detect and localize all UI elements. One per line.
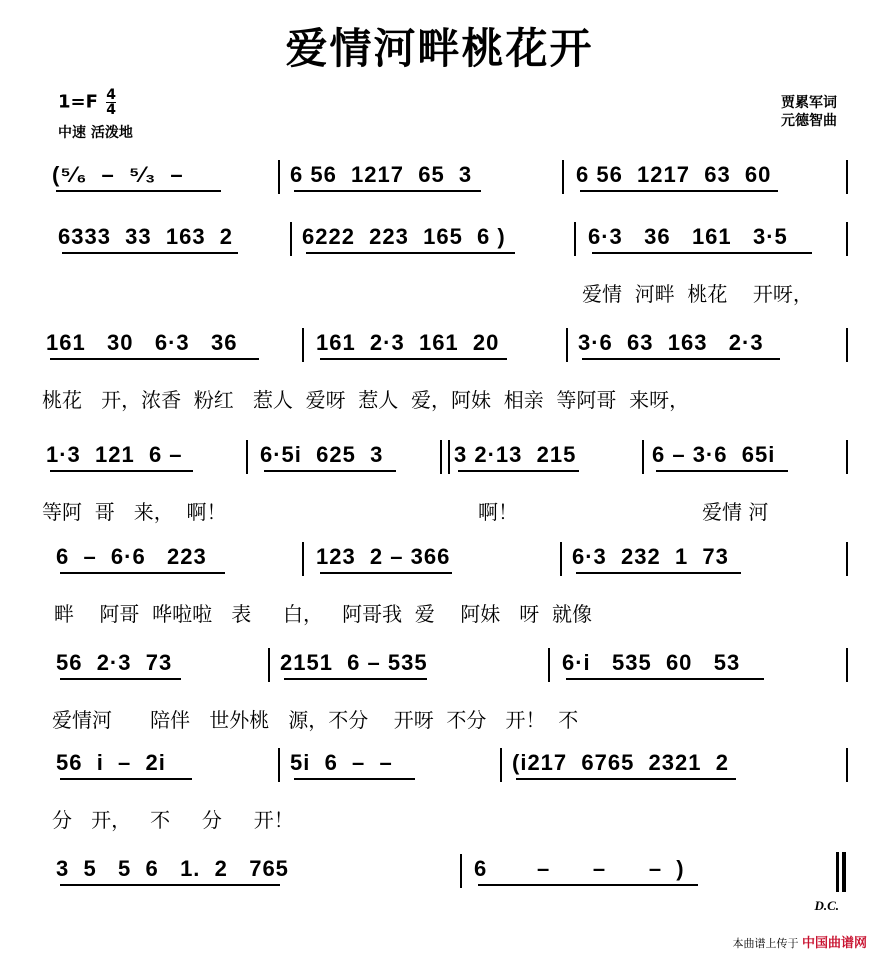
rhythm-beam — [284, 678, 427, 680]
tempo-marking: 中速 活泼地 — [58, 125, 133, 141]
final-barline — [836, 852, 839, 892]
measure-notes: 6 – 3·6 65i — [652, 442, 776, 467]
barline — [246, 440, 248, 474]
lyric-text: 爱情 河 — [702, 500, 769, 524]
barline — [278, 160, 280, 194]
lyrics-line — [0, 496, 879, 526]
barline — [560, 542, 562, 576]
rhythm-beam — [576, 572, 741, 574]
barline — [440, 440, 442, 474]
footer-credit — [732, 932, 867, 951]
rhythm-beam — [306, 252, 515, 254]
lyric-text: 畔 阿哥 哗啦啦 表 白， 阿哥我 爱 阿妹 呀 就像 — [54, 602, 593, 626]
rhythm-beam — [62, 252, 238, 254]
time-signature — [106, 88, 116, 117]
barline — [846, 748, 848, 782]
measure-notes: 6·i 535 60 53 — [562, 650, 741, 675]
rhythm-beam — [478, 884, 698, 886]
measure-notes: 1·3 121 6 – — [46, 442, 183, 467]
rhythm-beam — [516, 778, 736, 780]
barline — [302, 328, 304, 362]
measure-notes: 6·3 232 1 73 — [572, 544, 729, 569]
rhythm-beam — [582, 358, 780, 360]
rhythm-beam — [264, 470, 396, 472]
meter-denominator: 4 — [106, 102, 116, 118]
notes-line — [0, 852, 879, 890]
lyricist-credit: 贾累军词 — [781, 95, 837, 111]
rhythm-beam — [566, 678, 764, 680]
measure-notes: 6222 223 165 6 ) — [302, 224, 506, 249]
measure-notes: 2151 6 – 535 — [280, 650, 428, 675]
lyric-text: 啊！ — [478, 500, 518, 524]
barline — [562, 160, 564, 194]
da-capo-mark: D.C. — [814, 898, 839, 913]
barline — [460, 854, 462, 888]
rhythm-beam — [50, 358, 259, 360]
rhythm-beam — [60, 778, 192, 780]
measure-notes: (i217 6765 2321 2 — [512, 750, 729, 775]
measure-notes: 6 56 1217 65 3 — [290, 162, 473, 187]
composer-credit: 元德智曲 — [781, 113, 837, 129]
lyric-text: 爱情 河畔 桃花 开呀， — [582, 282, 813, 306]
rhythm-beam — [50, 470, 193, 472]
rhythm-beam — [60, 884, 280, 886]
measure-notes: 6 – 6·6 223 — [56, 544, 207, 569]
rhythm-beam — [56, 190, 221, 192]
notes-line — [0, 540, 879, 578]
notes-line — [0, 220, 879, 258]
barline — [290, 222, 292, 256]
notes-line — [0, 746, 879, 784]
barline — [548, 648, 550, 682]
measure-notes: 161 2·3 161 20 — [316, 330, 500, 355]
barline — [642, 440, 644, 474]
site-logo: 中国曲谱网 — [801, 936, 867, 951]
lyrics-line — [0, 278, 879, 308]
measure-notes: 3·6 63 163 2·3 — [578, 330, 764, 355]
lyric-text: 桃花 开，浓香 粉红 惹人 爱呀 惹人 爱，阿妹 相亲 等阿哥 来呀， — [42, 388, 690, 412]
measure-notes: 3 5 5 6 1. 2 765 — [56, 856, 289, 881]
notes-line — [0, 326, 879, 364]
barline — [278, 748, 280, 782]
rhythm-beam — [458, 470, 579, 472]
measure-notes: 56 2·3 73 — [56, 650, 173, 675]
barline — [846, 542, 848, 576]
rhythm-beam — [656, 470, 788, 472]
measure-notes: 3 2·13 215 — [454, 442, 577, 467]
barline — [846, 648, 848, 682]
lyrics-line — [0, 598, 879, 628]
barline — [846, 328, 848, 362]
measure-notes: 56 i – 2i — [56, 750, 166, 775]
rhythm-beam — [592, 252, 812, 254]
barline — [574, 222, 576, 256]
barline — [500, 748, 502, 782]
measure-notes: 6·5i 625 3 — [260, 442, 384, 467]
lyric-text: 等阿 哥 来， 啊！ — [42, 500, 227, 524]
lyric-text: 分 开， 不 分 开！ — [52, 808, 294, 832]
notes-line — [0, 438, 879, 476]
measure-notes: 6·3 36 161 3·5 — [588, 224, 788, 249]
meter-numerator: 4 — [106, 87, 116, 103]
footer-text: 本曲谱上传于 — [732, 937, 799, 950]
lyrics-line — [0, 804, 879, 834]
measure-notes: 5i 6 – – — [290, 750, 393, 775]
lyrics-line — [0, 704, 879, 734]
measure-notes: (⁵⁄₆ – ⁵⁄₃ – — [52, 162, 184, 187]
measure-notes: 6 56 1217 63 60 — [576, 162, 772, 187]
rhythm-beam — [294, 190, 481, 192]
barline — [268, 648, 270, 682]
measure-notes: 6 – – – ) — [474, 856, 685, 881]
notes-line — [0, 158, 879, 196]
barline — [846, 440, 848, 474]
rhythm-beam — [320, 358, 507, 360]
measure-notes: 161 30 6·3 36 — [46, 330, 238, 355]
key-signature — [58, 88, 116, 117]
lyric-text: 爱情河 陪伴 世外桃 源，不分 开呀 不分 开！ 不 — [52, 708, 579, 732]
song-title: 爱情河畔桃花开 — [285, 24, 594, 73]
barline — [846, 160, 848, 194]
rhythm-beam — [60, 678, 181, 680]
notes-line — [0, 646, 879, 684]
measure-notes: 6333 33 163 2 — [58, 224, 234, 249]
rhythm-beam — [320, 572, 452, 574]
barline — [846, 222, 848, 256]
barline — [302, 542, 304, 576]
final-barline — [842, 852, 846, 892]
measure-notes: 123 2 – 366 — [316, 544, 451, 569]
rhythm-beam — [60, 572, 225, 574]
key-label: 1=F — [58, 91, 98, 113]
barline — [566, 328, 568, 362]
barline — [448, 440, 450, 474]
lyrics-line — [0, 384, 879, 414]
rhythm-beam — [580, 190, 778, 192]
rhythm-beam — [294, 778, 415, 780]
